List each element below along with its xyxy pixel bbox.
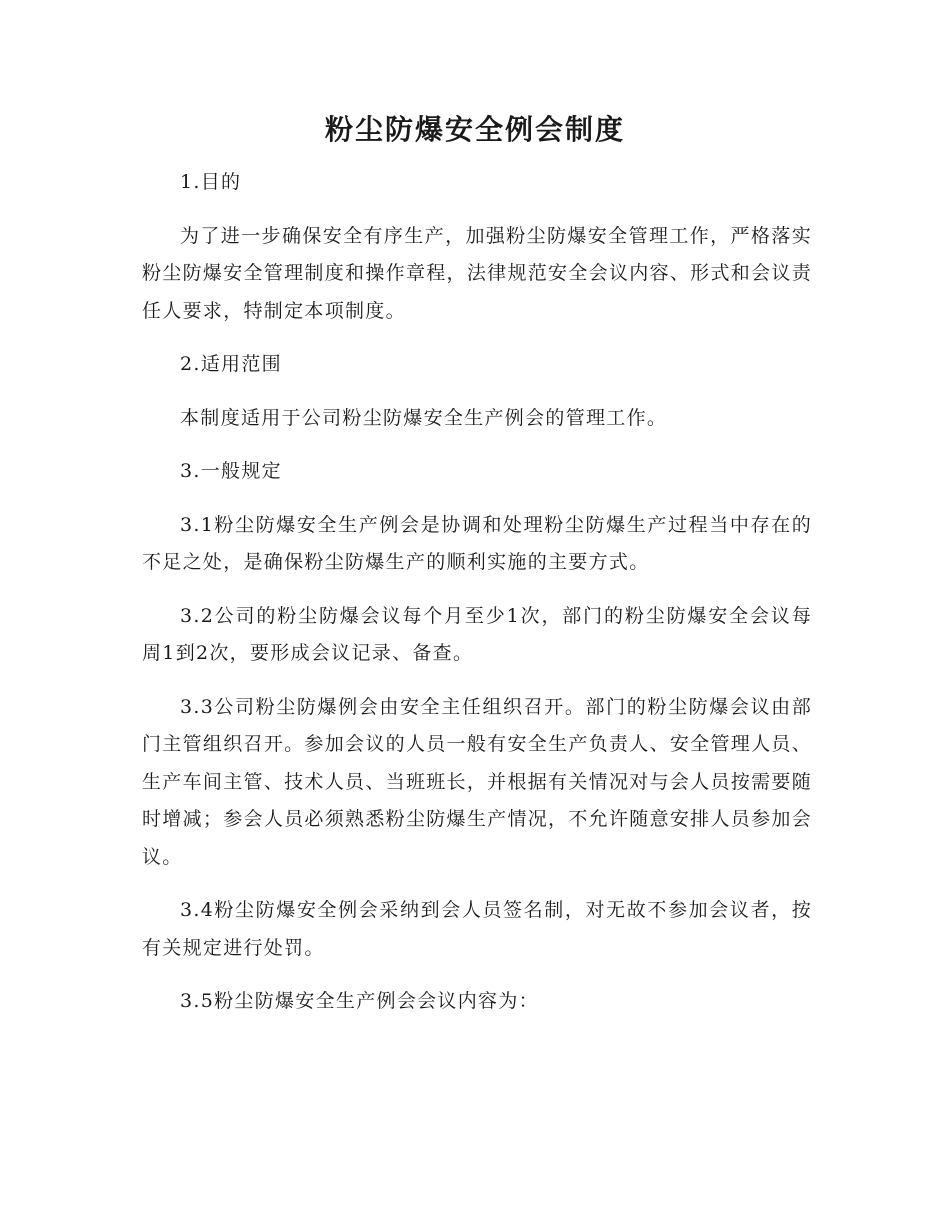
paragraph-purpose: 为了进一步确保安全有序生产，加强粉尘防爆安全管理工作，严格落实粉尘防爆安全管理制度和操作章程，法律规范安全会议内容、形式和会议责任人要求，特制定本项制度。	[142, 224, 812, 322]
section-heading-general-rules: 3.一般规定	[180, 460, 282, 482]
paragraph-rule-3-2: 3.2公司的粉尘防爆会议每个月至少1次，部门的粉尘防爆安全会议每周1到2次，要形成会议记录、备查。	[142, 604, 812, 664]
paragraph-rule-3-4: 3.4粉尘防爆安全例会采纳到会人员签名制，对无故不参加会议者，按有关规定进行处罚。	[142, 899, 812, 959]
paragraph-rule-3-5: 3.5粉尘防爆安全生产例会会议内容为：	[180, 990, 539, 1012]
section-heading-purpose: 1.目的	[180, 171, 242, 193]
section-heading-scope: 2.适用范围	[180, 353, 282, 375]
paragraph-rule-3-3: 3.3公司粉尘防爆例会由安全主任组织召开。部门的粉尘防爆会议由部门主管组织召开。参加会议的人员一般有安全生产负责人、安全管理人员、生产车间主管、技术人员、当班班长，并根据有关情况对与会人员按需要随时增减；参会人员必须熟悉粉尘防爆生产情况，不允许随意安排人员参加会议。	[142, 695, 812, 868]
paragraph-scope: 本制度适用于公司粉尘防爆安全生产例会的管理工作。	[180, 406, 668, 429]
document-title: 粉尘防爆安全例会制度	[324, 113, 625, 146]
paragraph-rule-3-1: 3.1粉尘防爆安全生产例会是协调和处理粉尘防爆生产过程当中存在的不足之处，是确保粉尘防爆生产的顺利实施的主要方式。	[142, 513, 812, 573]
document-body	[142, 164, 812, 1037]
